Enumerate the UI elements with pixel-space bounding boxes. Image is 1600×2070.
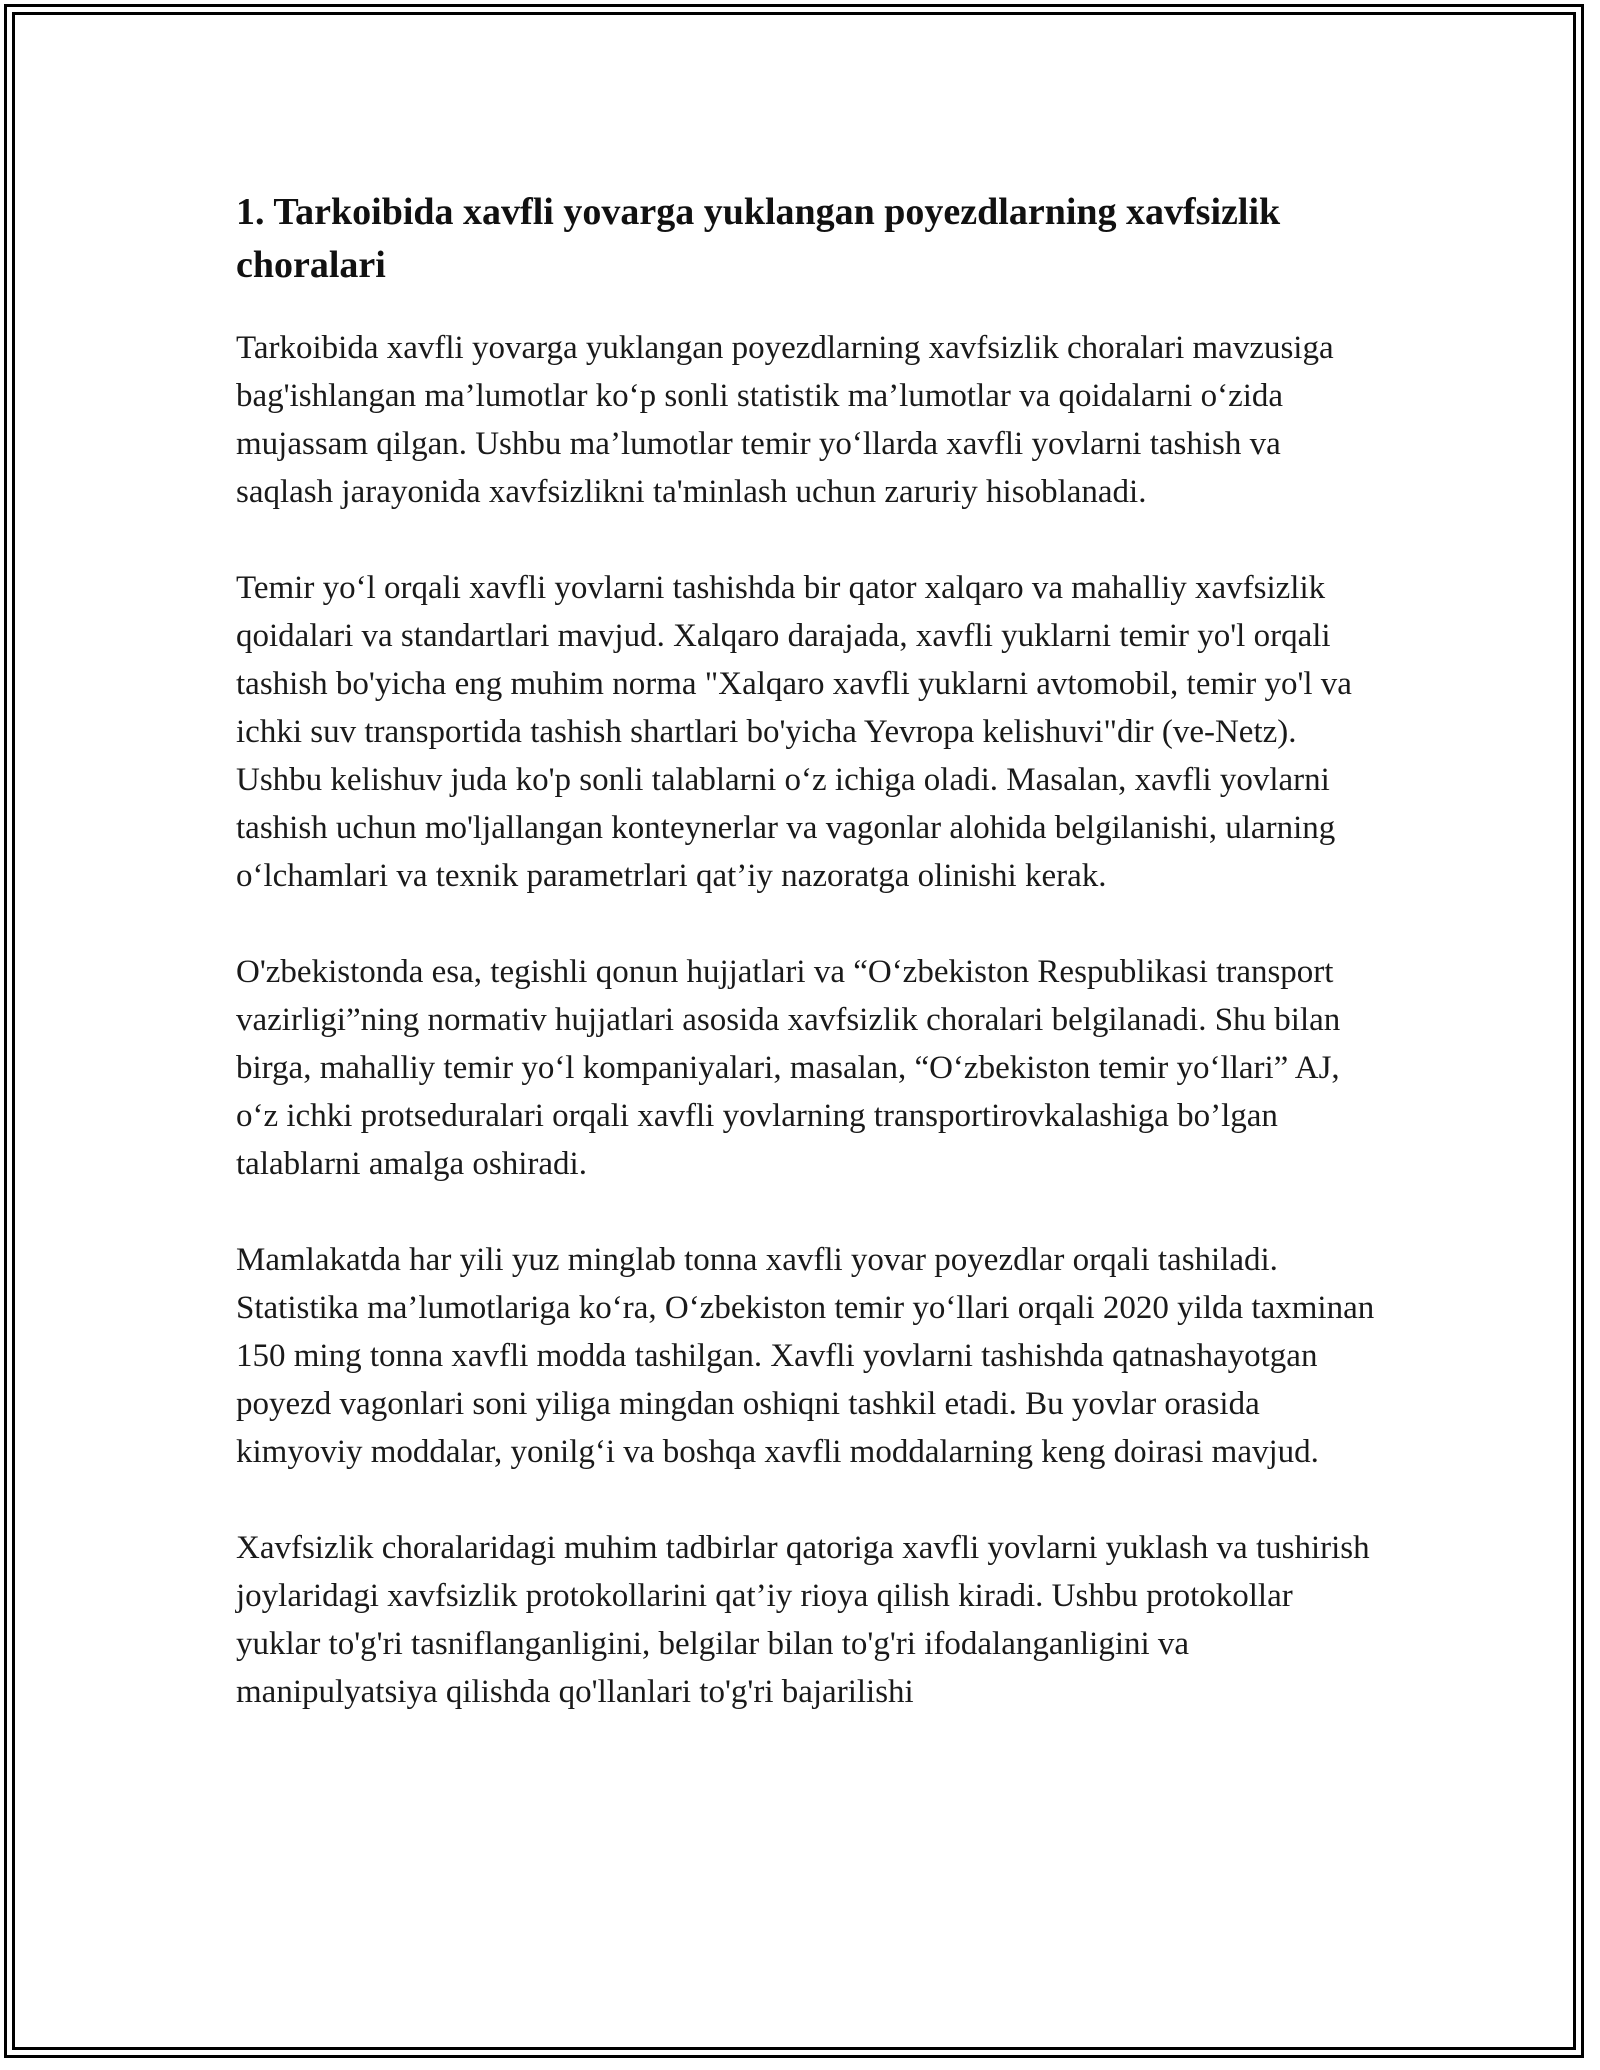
paragraph-1: Tarkoibida xavfli yovarga yuklangan poyezdlarning xavfsizlik choralari mavzusiga bag'ishlangan ma’lumotlar ko‘p sonli statistik ma’lumotlar va qoidalarni o‘zida mujassam qilgan. Ushbu ma’lumotlar temir yo‘llarda xavfli yovlarni tashish va saqlash jarayonida xavfsizlikni ta'minlash uchun zaruriy hisoblanadi. [236, 330, 1334, 510]
paragraph-3: O'zbekistonda esa, tegishli qonun hujjatlari va “O‘zbekiston Respublikasi transport vazirligi”ning normativ hujjatlari asosida xavfsizlik choralari belgilanadi. Shu bilan birga, mahalliy temir yo‘l kompaniyalari, masalan, “O‘zbekiston temir yo‘llari” AJ, o‘z ichki protseduralari orqali xavfli yovlarning transportirovkalashiga bo’lgan talablarni amalga oshiradi. [236, 954, 1341, 1182]
document-title: 1. Tarkoibida xavfli yovarga yuklangan poyezdlarning xavfsizlik choralari [236, 191, 1281, 286]
paragraph-2: Temir yo‘l orqali xavfli yovlarni tashishda bir qator xalqaro va mahalliy xavfsizlik qoidalari va standartlari mavjud. Xalqaro darajada, xavfli yuklarni temir yo'l orqali tashish bo'yicha eng muhim norma "Xalqaro xavfli yuklarni avtomobil, temir yo'l va ichki suv transportida tashish shartlari bo'yicha Yevropa kelishuvi"dir (ve-Netz). Ushbu kelishuv juda ko'p sonli talablarni o‘z ichiga oladi. Masalan, xavfli yovlarni tashish uchun mo'ljallangan konteynerlar va vagonlar alohida belgilanishi, ularning o‘lchamlari va texnik parametrlari qat’iy nazoratga olinishi kerak. [236, 570, 1352, 894]
document-body [236, 186, 1376, 1764]
paragraph-4: Mamlakatda har yili yuz minglab tonna xavfli yovar poyezdlar orqali tashiladi. Statistika ma’lumotlariga ko‘ra, O‘zbekiston temir yo‘llari orqali 2020 yilda taxminan 150 ming tonna xavfli modda tashilgan. Xavfli yovlarni tashishda qatnashayotgan poyezd vagonlari soni yiliga mingdan oshiqni tashkil etadi. Bu yovlar orasida kimyoviy moddalar, yonilg‘i va boshqa xavfli moddalarning keng doirasi mavjud. [236, 1242, 1375, 1470]
paragraph-5: Xavfsizlik choralaridagi muhim tadbirlar qatoriga xavfli yovlarni yuklash va tushirish joylaridagi xavfsizlik protokollarini qat’iy rioya qilish kiradi. Ushbu protokollar yuklar to'g'ri tasniflanganligini, belgilar bilan to'g'ri ifodalanganligini va manipulyatsiya qilishda qo'llanlari to'g'ri bajarilishi [236, 1530, 1370, 1710]
